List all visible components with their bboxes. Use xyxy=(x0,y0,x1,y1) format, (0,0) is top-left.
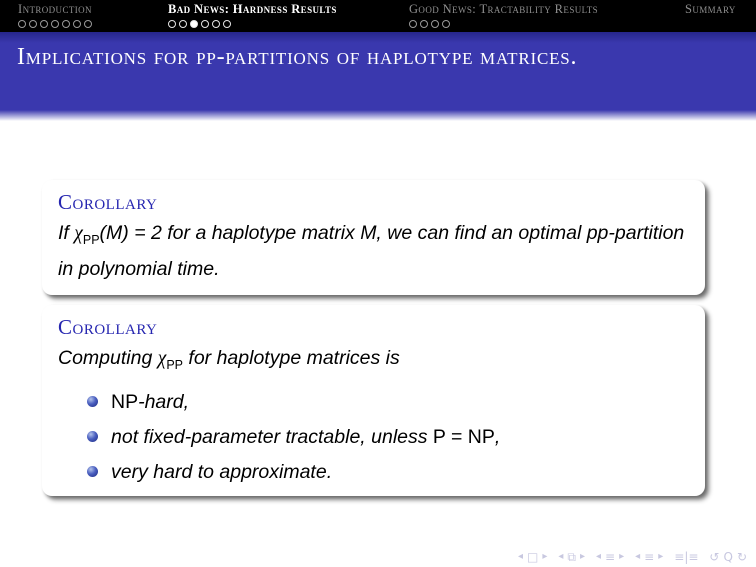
nav-appendix-icon[interactable]: ≡|≡ xyxy=(674,550,699,564)
nav-section-icon[interactable]: ≡ xyxy=(644,550,655,564)
bullet-ball-icon xyxy=(87,396,98,407)
nav-back-icon[interactable]: ↺ xyxy=(709,550,720,564)
chi-subscript: PP xyxy=(82,232,100,247)
list-item-text: P = NP xyxy=(432,425,495,448)
section-slide-dots xyxy=(409,20,598,28)
slide-dot[interactable] xyxy=(29,20,37,28)
section-nav-item[interactable] xyxy=(18,3,92,28)
slide-dot[interactable] xyxy=(62,20,70,28)
corollary-block-1 xyxy=(42,180,705,295)
nav-subsection-icon[interactable]: ≡ xyxy=(605,550,616,564)
slide-dot[interactable] xyxy=(40,20,48,28)
nav-forward-icon[interactable]: ↻ xyxy=(736,550,747,564)
nav-slide-icon[interactable]: □ xyxy=(527,550,539,564)
frame-title: Implications for pp-partitions of haplotype matrices. xyxy=(17,44,578,70)
list-item-text: NP xyxy=(111,390,139,413)
body-text: (M) = 2 for a haplotype matrix M, we can find an optimal pp-partition in polynomial time. xyxy=(58,222,685,280)
slide-dot[interactable] xyxy=(168,20,176,28)
nav-slide-next-icon[interactable]: ▸ xyxy=(542,551,548,562)
body-text: for haplotype matrices is xyxy=(183,347,400,369)
block-body xyxy=(58,219,689,284)
section-slide-dots xyxy=(168,20,337,28)
section-slide-dots xyxy=(18,20,92,28)
nav-frame-prev-icon[interactable]: ◂ xyxy=(558,551,564,562)
body-text: If xyxy=(58,222,75,244)
section-label: Summary xyxy=(685,2,736,16)
list-item xyxy=(87,424,689,450)
bullet-ball-icon xyxy=(87,431,98,442)
slide-dot[interactable] xyxy=(73,20,81,28)
nav-slide-prev-icon[interactable]: ◂ xyxy=(517,551,523,562)
corollary-block-2 xyxy=(42,305,705,496)
nav-subsection-next-icon[interactable]: ▸ xyxy=(619,551,625,562)
slide-dot[interactable] xyxy=(179,20,187,28)
section-nav-item[interactable] xyxy=(409,3,598,28)
section-nav-bar xyxy=(0,0,756,32)
slide-dot[interactable] xyxy=(442,20,450,28)
corollary-list xyxy=(58,389,689,485)
current-slide-dot[interactable] xyxy=(190,20,198,28)
bullet-ball-icon xyxy=(87,466,98,477)
nav-search-icon[interactable]: Q xyxy=(723,550,733,564)
slide-dot[interactable] xyxy=(409,20,417,28)
section-nav-item[interactable] xyxy=(168,3,337,28)
list-item xyxy=(87,459,689,485)
nav-section-prev-icon[interactable]: ◂ xyxy=(635,551,641,562)
section-label: Bad News: Hardness Results xyxy=(168,2,337,16)
list-item-text: very hard to approximate. xyxy=(111,460,333,483)
nav-section-next-icon[interactable]: ▸ xyxy=(658,551,664,562)
section-label: Introduction xyxy=(18,2,92,16)
slide-dot[interactable] xyxy=(431,20,439,28)
slide-dot[interactable] xyxy=(51,20,59,28)
section-nav-item[interactable] xyxy=(685,3,736,20)
nav-frame-icon[interactable]: ⧉ xyxy=(567,550,576,564)
slide-dot[interactable] xyxy=(223,20,231,28)
nav-frame-next-icon[interactable]: ▸ xyxy=(579,551,586,562)
list-item-text: -hard, xyxy=(138,390,190,413)
frame-title-bar xyxy=(0,32,756,110)
section-label: Good News: Tractability Results xyxy=(409,2,598,16)
slide-dot[interactable] xyxy=(212,20,220,28)
slide-dot[interactable] xyxy=(18,20,26,28)
block-title: Corollary xyxy=(58,190,158,214)
body-text: Computing xyxy=(58,347,158,369)
block-lead xyxy=(58,344,689,380)
nav-subsection-prev-icon[interactable]: ◂ xyxy=(596,551,602,562)
slide-dot[interactable] xyxy=(201,20,209,28)
block-title: Corollary xyxy=(58,315,158,339)
chi-symbol: χ xyxy=(74,223,83,244)
chi-symbol: χ xyxy=(157,348,167,369)
list-item-text: not fixed-parameter tractable, unless xyxy=(111,425,433,448)
chi-subscript: PP xyxy=(166,357,183,372)
navigation-symbols xyxy=(518,550,747,564)
slide-dot[interactable] xyxy=(420,20,428,28)
slide-dot[interactable] xyxy=(84,20,92,28)
list-item-text: , xyxy=(494,425,501,448)
list-item xyxy=(87,389,689,415)
